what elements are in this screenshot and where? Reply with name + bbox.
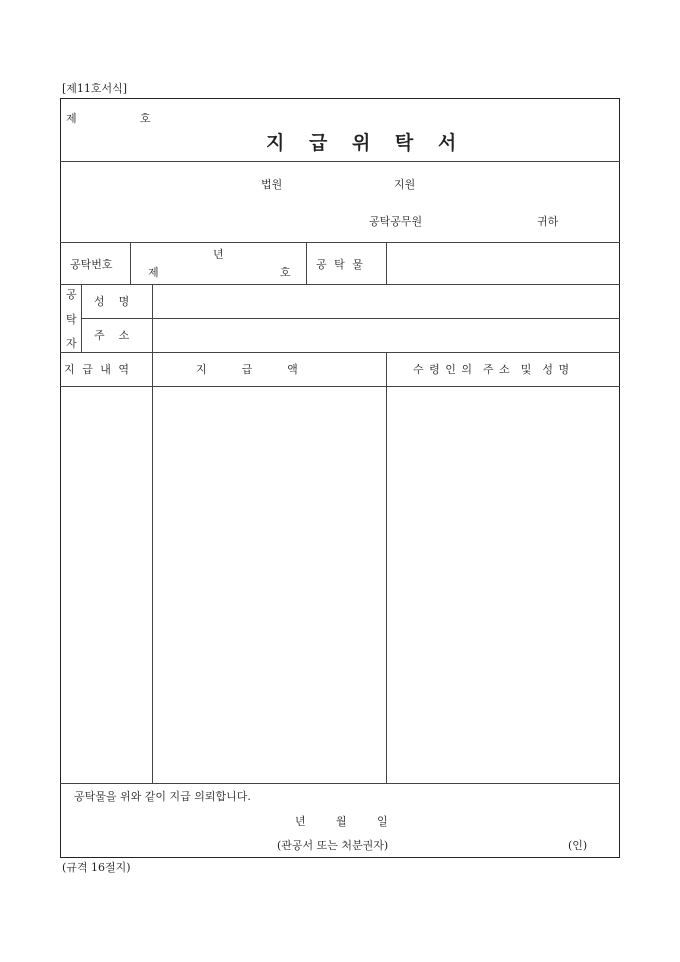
col-header-recipient: 수 령 인 의 주 소 및 성 명 xyxy=(413,363,570,376)
form-number: [제11호서식] xyxy=(62,82,128,95)
deposit-year-label: 년 xyxy=(213,248,224,261)
seal-label: (인) xyxy=(568,839,588,852)
divider xyxy=(306,242,307,284)
col-header-payment-amount: 지 급 액 xyxy=(196,363,298,376)
date-month: 월 xyxy=(336,815,347,828)
divider xyxy=(152,352,153,783)
form-frame xyxy=(60,98,620,858)
divider xyxy=(81,318,620,319)
page-title: 지 급 위 탁 서 xyxy=(266,132,466,154)
divider xyxy=(60,783,620,784)
deposit-no-prefix: 제 xyxy=(148,266,159,279)
depositor-char-3: 자 xyxy=(66,337,77,350)
header-no-suffix: 호 xyxy=(140,112,151,125)
size-note: (규격 16절지) xyxy=(62,861,131,874)
col-header-payment-details: 지 급 내 역 xyxy=(64,363,129,376)
divider xyxy=(386,352,387,783)
footer-statement: 공탁물을 위와 같이 지급 의뢰합니다. xyxy=(74,790,251,803)
depositor-char-2: 탁 xyxy=(66,313,77,326)
honorific-label: 귀하 xyxy=(537,215,559,228)
header-no-prefix: 제 xyxy=(66,112,77,125)
divider xyxy=(60,284,620,285)
divider xyxy=(60,161,620,162)
divider xyxy=(130,242,131,284)
depositor-name-label: 성 명 xyxy=(94,295,130,308)
date-day: 일 xyxy=(377,815,388,828)
officer-label: 공탁공무원 xyxy=(369,215,423,228)
divider xyxy=(152,284,153,352)
date-year: 년 xyxy=(295,815,306,828)
deposit-number-label: 공탁번호 xyxy=(70,258,113,271)
court-label: 법원 xyxy=(261,178,283,191)
divider xyxy=(386,242,387,284)
divider xyxy=(60,242,620,243)
depositor-char-1: 공 xyxy=(66,288,77,301)
signer-label: (관공서 또는 처분권자) xyxy=(277,839,389,852)
divider xyxy=(60,352,620,353)
divider xyxy=(60,386,620,387)
deposit-no-suffix: 호 xyxy=(280,266,291,279)
branch-label: 지원 xyxy=(394,178,416,191)
depositor-address-label: 주 소 xyxy=(94,329,130,342)
deposit-item-label: 공 탁 물 xyxy=(316,258,363,271)
